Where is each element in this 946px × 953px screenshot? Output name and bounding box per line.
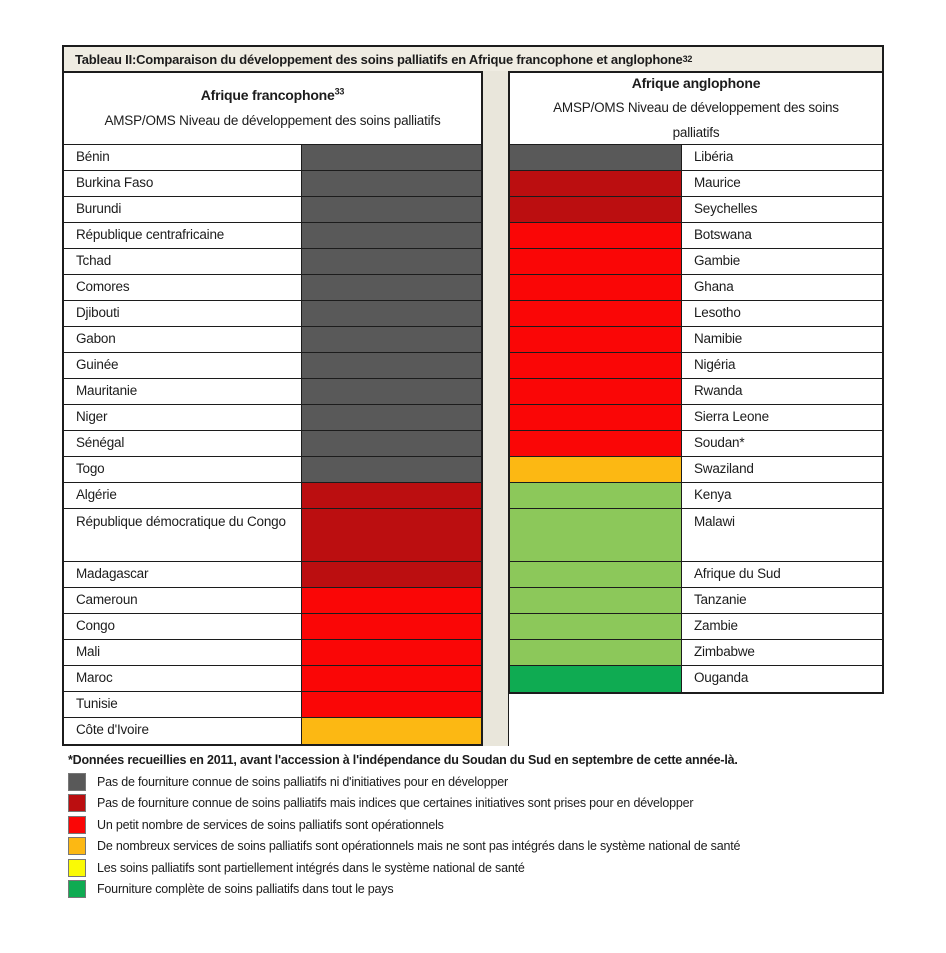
country-label: Tanzanie	[682, 588, 882, 613]
country-label: Comores	[64, 275, 302, 300]
level-color-cell	[510, 145, 682, 170]
country-label: Burundi	[64, 197, 302, 222]
table-figure	[62, 45, 884, 902]
header-footnote-ref: 33	[334, 86, 345, 97]
legend-color-swatch	[68, 773, 86, 791]
anglophone-header	[510, 73, 882, 145]
table-row	[510, 431, 882, 457]
table-row	[64, 275, 481, 301]
table-row	[64, 379, 481, 405]
legend-color-swatch	[68, 880, 86, 898]
country-label: Maroc	[64, 666, 302, 691]
table-row	[510, 588, 882, 614]
country-label: Namibie	[682, 327, 882, 352]
country-label: Sénégal	[64, 431, 302, 456]
country-label: République centrafricaine	[64, 223, 302, 248]
table-row	[64, 562, 481, 588]
table-row	[510, 301, 882, 327]
table-row	[510, 275, 882, 301]
level-color-cell	[302, 353, 481, 378]
level-color-cell	[510, 353, 682, 378]
country-label: Nigéria	[682, 353, 882, 378]
comparison-tables	[62, 71, 884, 746]
table-row	[64, 431, 481, 457]
legend-item	[68, 880, 884, 898]
legend-item	[68, 859, 884, 877]
table-row	[510, 223, 882, 249]
legend-color-swatch	[68, 859, 86, 877]
level-color-cell	[510, 588, 682, 613]
legend-label: De nombreux services de soins palliatifs sont opérationnels mais ne sont pas intégrés dans le système national de santé	[97, 839, 741, 853]
francophone-rows	[64, 145, 481, 744]
country-label: Côte d'Ivoire	[64, 718, 302, 744]
country-label: Botswana	[682, 223, 882, 248]
level-color-cell	[302, 327, 481, 352]
level-color-cell	[510, 431, 682, 456]
country-label: Madagascar	[64, 562, 302, 587]
country-label: Gabon	[64, 327, 302, 352]
country-label: Seychelles	[682, 197, 882, 222]
table-row	[510, 483, 882, 509]
country-label: Sierra Leone	[682, 405, 882, 430]
table-row	[64, 197, 481, 223]
table-row	[510, 327, 882, 353]
table-row	[64, 405, 481, 431]
country-label: Rwanda	[682, 379, 882, 404]
country-label: Bénin	[64, 145, 302, 170]
legend-label: Pas de fourniture connue de soins palliatifs mais indices que certaines initiatives sont prises pour en développer	[97, 796, 694, 810]
level-color-cell	[302, 223, 481, 248]
table-row	[510, 353, 882, 379]
table-row	[64, 483, 481, 509]
level-color-cell	[510, 666, 682, 692]
country-label: Tchad	[64, 249, 302, 274]
level-color-cell	[510, 197, 682, 222]
table-row	[64, 666, 481, 692]
table-row	[64, 223, 481, 249]
level-color-cell	[510, 327, 682, 352]
legend-item	[68, 816, 884, 834]
country-label: Togo	[64, 457, 302, 482]
level-color-cell	[302, 509, 481, 561]
country-label: Burkina Faso	[64, 171, 302, 196]
level-color-cell	[510, 379, 682, 404]
country-label: Niger	[64, 405, 302, 430]
level-color-cell	[302, 145, 481, 170]
level-color-cell	[510, 301, 682, 326]
level-color-cell	[510, 171, 682, 196]
table-row	[510, 379, 882, 405]
francophone-table	[62, 71, 483, 746]
country-label: Maurice	[682, 171, 882, 196]
table-title-bar	[62, 45, 884, 71]
table-row	[510, 640, 882, 666]
table-title: Tableau II:Comparaison du développement des soins palliatifs en Afrique francophone et anglophone	[75, 51, 683, 67]
title-footnote-ref: 32	[682, 54, 693, 64]
legend-item	[68, 773, 884, 791]
anglophone-header-title: Afrique anglophone	[631, 74, 761, 91]
table-row	[510, 249, 882, 275]
legend-label: Les soins palliatifs sont partiellement intégrés dans le système national de santé	[97, 860, 525, 875]
level-color-cell	[302, 431, 481, 456]
table-row	[510, 562, 882, 588]
level-color-cell	[510, 275, 682, 300]
level-color-cell	[302, 483, 481, 508]
country-label: Swaziland	[682, 457, 882, 482]
level-color-cell	[510, 249, 682, 274]
legend-color-swatch	[68, 837, 86, 855]
anglophone-table	[509, 71, 884, 694]
soudan-footnote: *Données recueillies en 2011, avant l'accession à l'indépendance du Soudan du Sud en septembre de cette année-là.	[68, 752, 738, 767]
level-color-cell	[302, 640, 481, 665]
level-color-cell	[302, 692, 481, 717]
legend-item	[68, 837, 884, 855]
country-label: Afrique du Sud	[682, 562, 882, 587]
table-row	[64, 171, 481, 197]
level-color-cell	[302, 249, 481, 274]
legend-label: Pas de fourniture connue de soins palliatifs ni d'initiatives pour en développer	[97, 774, 508, 789]
country-label: République démocratique du Congo	[64, 509, 302, 561]
country-label: Gambie	[682, 249, 882, 274]
table-row	[510, 171, 882, 197]
country-label: Zimbabwe	[682, 640, 882, 665]
country-label: Tunisie	[64, 692, 302, 717]
table-row	[64, 145, 481, 171]
anglophone-column	[509, 71, 884, 746]
level-color-cell	[510, 405, 682, 430]
country-label: Guinée	[64, 353, 302, 378]
table-row	[64, 249, 481, 275]
level-color-cell	[510, 483, 682, 508]
country-label: Mali	[64, 640, 302, 665]
level-color-cell	[302, 666, 481, 691]
country-label: Zambie	[682, 614, 882, 639]
anglophone-header-subtitle: AMSP/OMS Niveau de développement des soins palliatifs	[553, 100, 839, 141]
country-label: Congo	[64, 614, 302, 639]
level-color-cell	[510, 457, 682, 482]
country-label: Ghana	[682, 275, 882, 300]
level-color-cell	[302, 275, 481, 300]
anglophone-rows	[510, 145, 882, 692]
level-color-cell	[510, 509, 682, 561]
table-row	[510, 145, 882, 171]
level-color-cell	[302, 379, 481, 404]
level-color-cell	[302, 405, 481, 430]
country-label: Mauritanie	[64, 379, 302, 404]
level-color-cell	[302, 614, 481, 639]
country-label: Kenya	[682, 483, 882, 508]
country-label: Djibouti	[64, 301, 302, 326]
francophone-header-subtitle: AMSP/OMS Niveau de développement des soins palliatifs	[104, 112, 441, 128]
legend	[68, 773, 884, 899]
table-row	[510, 457, 882, 483]
francophone-header	[64, 73, 481, 145]
table-row	[64, 353, 481, 379]
table-row	[510, 197, 882, 223]
table-row	[64, 327, 481, 353]
level-color-cell	[302, 562, 481, 587]
table-row	[64, 614, 481, 640]
legend-item	[68, 794, 884, 812]
table-row	[510, 509, 882, 562]
level-color-cell	[302, 457, 481, 482]
country-label: Ouganda	[682, 666, 882, 692]
table-row	[64, 692, 481, 718]
country-label: Cameroun	[64, 588, 302, 613]
country-label: Algérie	[64, 483, 302, 508]
country-label: Soudan*	[682, 431, 882, 456]
legend-color-swatch	[68, 816, 86, 834]
table-row	[510, 614, 882, 640]
table-gap-divider	[483, 71, 509, 746]
level-color-cell	[302, 588, 481, 613]
level-color-cell	[510, 614, 682, 639]
table-row	[510, 666, 882, 692]
table-row	[64, 301, 481, 327]
country-label: Lesotho	[682, 301, 882, 326]
level-color-cell	[510, 640, 682, 665]
table-row	[64, 718, 481, 744]
table-row	[64, 588, 481, 614]
level-color-cell	[510, 562, 682, 587]
legend-color-swatch	[68, 794, 86, 812]
country-label: Libéria	[682, 145, 882, 170]
table-row	[64, 457, 481, 483]
level-color-cell	[302, 197, 481, 222]
table-row	[510, 405, 882, 431]
level-color-cell	[510, 223, 682, 248]
francophone-header-title: Afrique francophone$^{33}$	[200, 86, 345, 104]
table-row	[64, 640, 481, 666]
legend-label: Fourniture complète de soins palliatifs dans tout le pays	[97, 882, 394, 896]
level-color-cell	[302, 301, 481, 326]
level-color-cell	[302, 171, 481, 196]
legend-label: Un petit nombre de services de soins palliatifs sont opérationnels	[97, 817, 444, 832]
table-row	[64, 509, 481, 562]
level-color-cell	[302, 718, 481, 744]
country-label: Malawi	[682, 509, 882, 561]
